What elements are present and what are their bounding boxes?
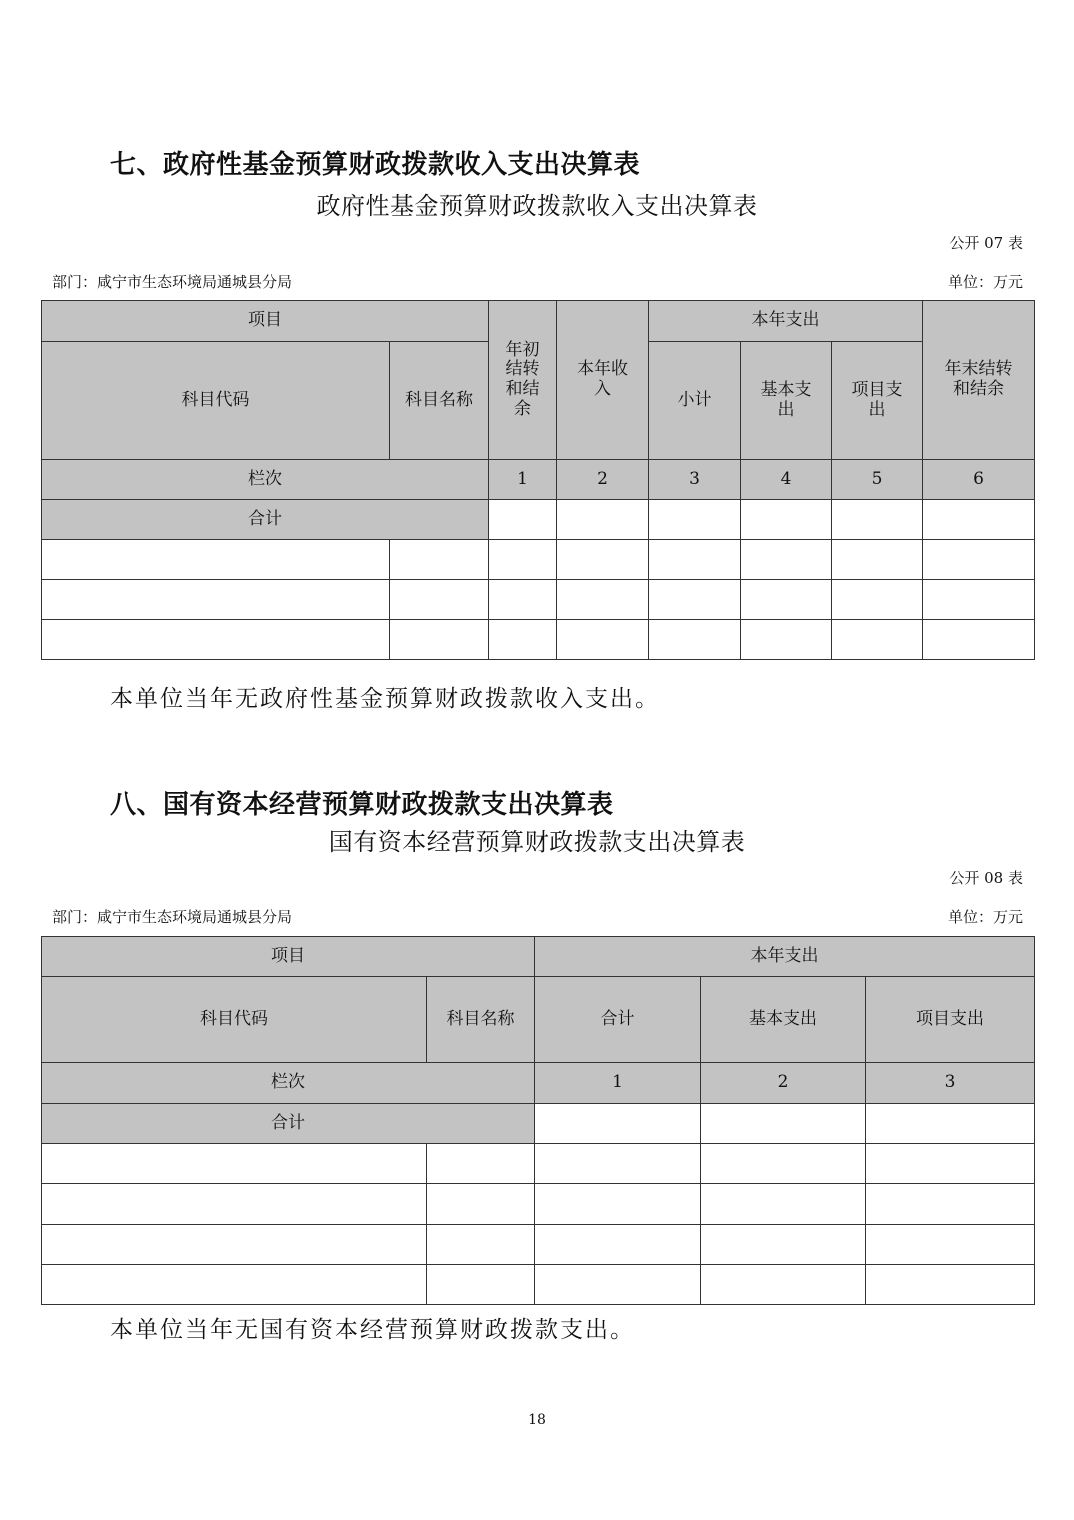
- column-number-row: [42, 460, 1035, 500]
- header-ending-balance: 年末结转 和结余: [923, 301, 1035, 460]
- table-cell: [923, 500, 1035, 540]
- section-8-department: 部门：咸宁市生态环境局通城县分局: [52, 908, 293, 926]
- header-total: 合计: [535, 977, 701, 1063]
- section-7-heading: 七、政府性基金预算财政拨款收入支出决算表: [110, 150, 641, 180]
- table-cell: [741, 500, 832, 540]
- col-num: 2: [701, 1063, 866, 1104]
- section-8-heading: 八、国有资本经营预算财政拨款支出决算表: [110, 790, 614, 820]
- table-row: [42, 580, 1035, 620]
- col-num: 1: [489, 460, 557, 500]
- section-7-unit: 单位：万元: [947, 273, 1023, 291]
- header-project-expense: 项目支出: [866, 977, 1035, 1063]
- header-project: 项目: [42, 937, 535, 977]
- section-7-form-number: 公开 07 表: [949, 234, 1023, 252]
- table-cell: [832, 500, 923, 540]
- header-name: 科目名称: [390, 342, 489, 460]
- header-subtotal: 小计: [649, 342, 741, 460]
- header-basic-expense: 基本支 出: [741, 342, 832, 460]
- table-row: [42, 1184, 1035, 1225]
- col-num: 3: [866, 1063, 1035, 1104]
- section-8-unit: 单位：万元: [947, 908, 1023, 926]
- header-expense: 本年支出: [535, 937, 1035, 977]
- table-row: [42, 1225, 1035, 1265]
- row-label-total: 合计: [42, 500, 489, 540]
- col-num: 3: [649, 460, 741, 500]
- section-7-table: [41, 300, 1035, 660]
- table-row: [42, 620, 1035, 660]
- header-expense: 本年支出: [649, 301, 923, 342]
- header-income: 本年收 入: [557, 301, 649, 460]
- header-carryover: 年初 结转 和结 余: [489, 301, 557, 460]
- header-code: 科目代码: [42, 342, 390, 460]
- row-label-total: 合计: [42, 1104, 535, 1144]
- table-row: [42, 540, 1035, 580]
- table-cell: [557, 500, 649, 540]
- section-7-note: 本单位当年无政府性基金预算财政拨款收入支出。: [110, 686, 660, 712]
- table-row: [42, 1265, 1035, 1305]
- col-num: 1: [535, 1063, 701, 1104]
- header-project: 项目: [42, 301, 489, 342]
- table-cell: [535, 1104, 701, 1144]
- section-8-table: [41, 936, 1035, 1305]
- column-number-row: [42, 1063, 1035, 1104]
- table-cell: [489, 500, 557, 540]
- table-row: [42, 1144, 1035, 1184]
- section-7-department: 部门：咸宁市生态环境局通城县分局: [52, 273, 293, 291]
- section-7-subtitle: 政府性基金预算财政拨款收入支出决算表: [316, 192, 758, 220]
- row-label-column: 栏次: [42, 1063, 535, 1104]
- header-code: 科目代码: [42, 977, 427, 1063]
- table-cell: [649, 500, 741, 540]
- col-num: 4: [741, 460, 832, 500]
- row-label-column: 栏次: [42, 460, 489, 500]
- col-num: 5: [832, 460, 923, 500]
- section-8-note: 本单位当年无国有资本经营预算财政拨款支出。: [110, 1317, 635, 1343]
- section-8-subtitle: 国有资本经营预算财政拨款支出决算表: [328, 828, 746, 856]
- col-num: 6: [923, 460, 1035, 500]
- header-basic-expense: 基本支出: [701, 977, 866, 1063]
- page-number: 18: [528, 1412, 546, 1428]
- total-row: [42, 500, 1035, 540]
- header-name: 科目名称: [427, 977, 535, 1063]
- table-cell: [866, 1104, 1035, 1144]
- col-num: 2: [557, 460, 649, 500]
- total-row: [42, 1104, 1035, 1144]
- section-8-form-number: 公开 08 表: [949, 869, 1023, 887]
- table-cell: [701, 1104, 866, 1144]
- header-project-expense: 项目支 出: [832, 342, 923, 460]
